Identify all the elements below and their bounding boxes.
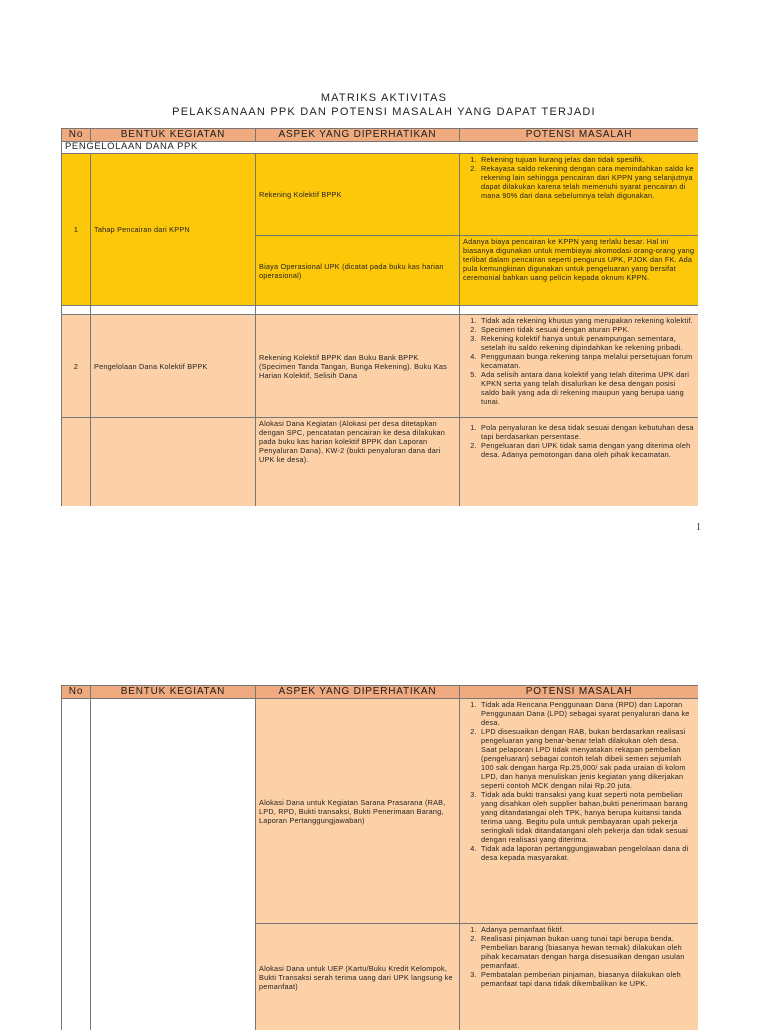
header-potensi-masalah: POTENSI MASALAH	[459, 685, 698, 698]
list-item: 4. Penggunaan bunga rekening tanpa melalui persetujuan forum kecamatan.	[479, 352, 695, 370]
header-aspek: ASPEK YANG DIPERHATIKAN	[255, 128, 459, 141]
row3-potensi-1-list	[463, 700, 695, 862]
row1-potensi-1	[459, 153, 698, 235]
row1-bentuk: Tahap Pencairan dari KPPN	[90, 153, 255, 305]
row2-bentuk-cont	[90, 417, 255, 506]
list-item: 5. Ada selisih antara dana kolektif yang telah diterima UPK dari KPKN serta yang telah disalurkan ke desa dengan posisi saldo baik yang ada di rekening maupun yang berupa uang tunai.	[479, 370, 695, 406]
list-item: 3. Tidak ada bukti transaksi yang kuat seperti nota pembelian yang disahkan oleh supplier bahan,bukti penerimaan barang yang ditandatangai oleh TPK, hanya berupa kuitansi tanda terima uang. Begitu pula untuk pembayaran upah pekerja seringkali tidak ditandatangani oleh pekerja dan tidak sesuai dengan realisasi yang diterima.	[479, 790, 695, 844]
spacer-cell	[90, 305, 255, 314]
row3-potensi-2	[459, 923, 698, 1030]
row2-no-cont	[61, 417, 90, 506]
spacer-cell	[61, 305, 90, 314]
list-item: 1. Rekening tujuan kurang jelas dan tidak spesifik.	[479, 155, 695, 164]
list-item: 2. Rekayasa saldo rekening dengan cara memindahkan saldo ke rekening lain sehingga pencairan dari KPPN yang selanjutnya dapat dilakukan karena telah memenuhi syarat pencairan di mana 90% dari dana sebelumnya telah digunakan.	[479, 164, 695, 200]
list-item: 2. Pengeluaran dari UPK tidak sama dengan yang diterima oleh desa. Adanya pemotongan dana oleh pihak kecamatan.	[479, 441, 695, 459]
list-item: 3. Rekening kolektif hanya untuk penampungan sementara, setelah itu saldo rekening dipindahkan ke rekening pribadi.	[479, 334, 695, 352]
list-item: 3. Pembatalan pemberian pinjaman, biasanya dilakukan oleh pemanfaat tapi dana tidak dikembalikan ke UPK.	[479, 970, 695, 988]
row1-aspek-1: Rekening Kolektif BPPK	[255, 153, 459, 235]
row2-potensi-1	[459, 314, 698, 417]
spacer-cell	[255, 305, 459, 314]
list-item: 1. Tidak ada rekening khusus yang merupakan rekening kolektif.	[479, 316, 695, 325]
header-no: No	[61, 128, 90, 141]
row3-no	[61, 698, 90, 1030]
header-aspek: ASPEK YANG DIPERHATIKAN	[255, 685, 459, 698]
header-potensi-masalah: POTENSI MASALAH	[459, 128, 698, 141]
spacer-cell	[459, 305, 698, 314]
list-item: 2. Specimen tidak sesuai dengan aturan PPK.	[479, 325, 695, 334]
row3-potensi-1	[459, 698, 698, 923]
row1-potensi-2: Adanya biaya pencairan ke KPPN yang terlalu besar. Hal ini biasanya digunakan untuk membiayai akomodasi orang-orang yang terlibat dalam pencairan seperti pengurus UPK, PJOK dan FK. Ada pula kemungkinan digunakan untuk pengeluaran yang bersifat ceremonial bahkan uang pelicin kepada oknum KPPN.	[459, 235, 698, 305]
row1-no: 1	[61, 153, 90, 305]
header-no: No	[61, 685, 90, 698]
header-bentuk-kegiatan: BENTUK KEGIATAN	[90, 685, 255, 698]
row3-aspek-1: Alokasi Dana untuk Kegiatan Sarana Prasarana (RAB, LPD, RPD, Bukti transaksi, Bukti Penerimaan Barang, Laporan Pertanggungjawaban)	[255, 698, 459, 923]
list-item: 4. Tidak ada laporan pertanggungjawaban pengelolaan dana di desa kepada masyarakat.	[479, 844, 695, 862]
row2-potensi-2	[459, 417, 698, 506]
activity-table-2	[61, 685, 698, 1030]
row1-aspek-2: Biaya Operasional UPK (dicatat pada buku kas harian operasional)	[255, 235, 459, 305]
list-item: 2. Realisasi pinjaman bukan uang tunai tapi berupa benda. Pembelian barang (biasanya hewan ternak) dilakukan oleh pihak kecamatan dengan harga disesuaikan dengan usulan pemanfaat.	[479, 934, 695, 970]
row3-bentuk	[90, 698, 255, 1030]
list-item: 1. Tidak ada Rencana Penggunaan Dana (RPD) dan Laporan Penggunaan Dana (LPD) sebagai syarat penyaluran dana ke desa.	[479, 700, 695, 727]
row2-no: 2	[61, 314, 90, 417]
row2-aspek-2: Alokasi Dana Kegiatan (Alokasi per desa ditetapkan dengan SPC, pencatatan pencairan ke desa dilakukan pada buku kas harian kolektif BPPK dan Laporan Penyaluran Dana), KW-2 (bukti penyaluran dana dari UPK ke desa).	[255, 417, 459, 506]
doc-title-line2: PELAKSANAAN PPK DAN POTENSI MASALAH YANG DAPAT TERJADI	[172, 106, 596, 118]
row1-potensi-1-list	[463, 155, 695, 200]
list-item: 1. Pola penyaluran ke desa tidak sesuai dengan kebutuhan desa tapi berdasarkan persentase.	[479, 423, 695, 441]
row3-aspek-2: Alokasi Dana untuk UEP (Kartu/Buku Kredit Kelompok, Bukti Transaksi serah terima uang dari UPK langsung ke pemanfaat)	[255, 923, 459, 1030]
activity-table-1	[61, 128, 698, 506]
header-bentuk-kegiatan: BENTUK KEGIATAN	[90, 128, 255, 141]
row2-aspek-1: Rekening Kolektif BPPK dan Buku Bank BPPK (Specimen Tanda Tangan, Bunga Rekening). Buku Kas Harian Kolektif, Selisih Dana	[255, 314, 459, 417]
doc-title-line1: MATRIKS AKTIVITAS	[320, 92, 448, 104]
row2-potensi-2-list	[463, 423, 695, 459]
list-item: 1. Adanya pemanfaat fiktif.	[479, 925, 695, 934]
row3-potensi-2-list	[463, 925, 695, 988]
row2-bentuk: Pengelolaan Dana Kolektif BPPK	[90, 314, 255, 417]
row2-potensi-1-list	[463, 316, 695, 406]
page-number: 1	[696, 522, 701, 533]
list-item: 2. LPD disesuaikan dengan RAB, bukan berdasarkan realisasi pengeluaran yang benar-benar telah dilakukan oleh desa. Saat pelaporan LPD tidak menyatakan rekapan pembelian (pengeluaran) sebagai contoh telah dibeli semen sejumlah 100 sak dengan harga Rp.25,000/ sak pada uraian di kolom LPD, dan hanya menuliskan jenis kegiatan yang dikerjakan seperti contoh MCK dengan nilai Rp.20 juta.	[479, 727, 695, 790]
section-title: PENGELOLAAN DANA PPK	[61, 141, 698, 153]
